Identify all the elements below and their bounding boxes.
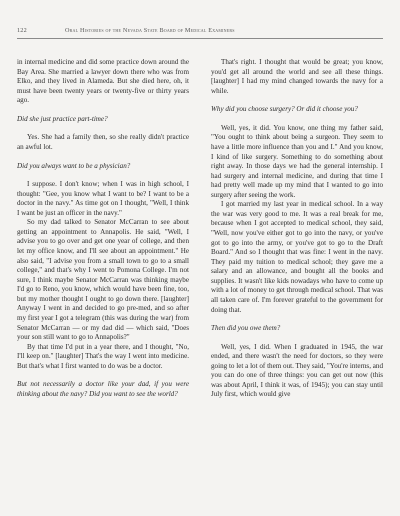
body-paragraph: So my dad talked to Senator McCarran to see about getting an appointment to Annapolis. He said, "Well, I advise you to go over and get one year of college, and then let my office know, and I'll see about an appointment." He also said, "I advise you from a small town to go to a small college," and that's why I went to Pomona College. I'm not sure, I think maybe Senator McCarran was thinking maybe I'd go to Reno, you know, which would have been fine, too, but my mother thought I ought to go down there. [laughter] Anyway I went in and decided to go pre-med, and so after my first year I got a telegram (this was during the war) from Senator McCarran — or my dad did — which said, "Does your son still want to go to Annapolis?"	[17, 218, 189, 342]
body-paragraph: Well, yes, it did. You know, one thing my father said, "You ought to think about being a surgeon. They seem to have a little more influence than you and I." And you know, I kind of like surgery. Something to do something about right away. In those days we had the general internship. I had surgery and internal medicine, and during that time I had pretty well made up my mind that I wanted to go into surgery after seeing the work.	[211, 123, 383, 199]
left-column	[17, 58, 189, 498]
page-number: 122	[17, 27, 27, 34]
interviewer-question: But not necessarily a doctor like your dad, if you were thinking about the navy? Did you want to see the world?	[17, 380, 189, 398]
body-paragraph: in internal medicine and did some practice down around the Bay Area. She married a lawyer down there who was from Elko, and they lived in Alameda. But she died here, oh, it must have been twenty years or twenty-five or thirty years ago.	[17, 58, 189, 105]
body-paragraph: That's right. I thought that would be great; you know, you'd get all around the world and see all these things. [laughter] I had my mind changed towards the navy for a while.	[211, 58, 383, 95]
right-column	[211, 58, 383, 498]
body-paragraph: I got married my last year in medical school. In a way the war was very good to me. It was a real break for me, because when I got accepted to medical school, they said, "Well, now you've either got to go into the navy, or you've got to go into the army, or you've got to go to the Draft Board." And so I thought that was fine: I went in the navy. They paid my tuition to medical school; they gave me a salary and an allowance, and bought all the books and supplies. It wasn't like kids nowadays who have to come up with a lot of money to get through medical school. That was all taken care of. I'm forever grateful to the government for doing that.	[211, 200, 383, 314]
running-title: Oral Histories of the Nevada State Board of Medical Examiners	[65, 27, 235, 34]
interviewer-question: Why did you choose surgery? Or did it choose you?	[211, 105, 358, 114]
body-paragraph: Yes. She had a family then, so she really didn't practice an awful lot.	[17, 133, 189, 151]
interviewer-question: Did she just practice part-time?	[17, 114, 108, 123]
body-paragraph: By that time I'd put in a year there, and I thought, "No, I'll keep on." [laughter] That's the way I went into medicine. But that's what I first wanted to do was be a doctor.	[17, 342, 189, 370]
running-header	[17, 21, 383, 37]
interviewer-question: Then did you owe them?	[211, 324, 281, 333]
body-paragraph: Well, yes, I did. When I graduated in 1945, the war ended, and there wasn't the need for doctors, so they were going to let a lot of them out. They said, "You're interns, and you can do one of three things: you can get out now (this was about April, I think it was, of 1945); you can stay until July first, which would give	[211, 342, 383, 399]
body-paragraph: I suppose. I don't know; when I was in high school, I thought: "Gee, you know what I want to be? I want to be a doctor in the navy." As time got on I thought, "Well, I think I want be just an officer in the navy."	[17, 180, 189, 217]
header-rule	[17, 38, 383, 39]
interviewer-question: Did you always want to be a physician?	[17, 161, 131, 170]
